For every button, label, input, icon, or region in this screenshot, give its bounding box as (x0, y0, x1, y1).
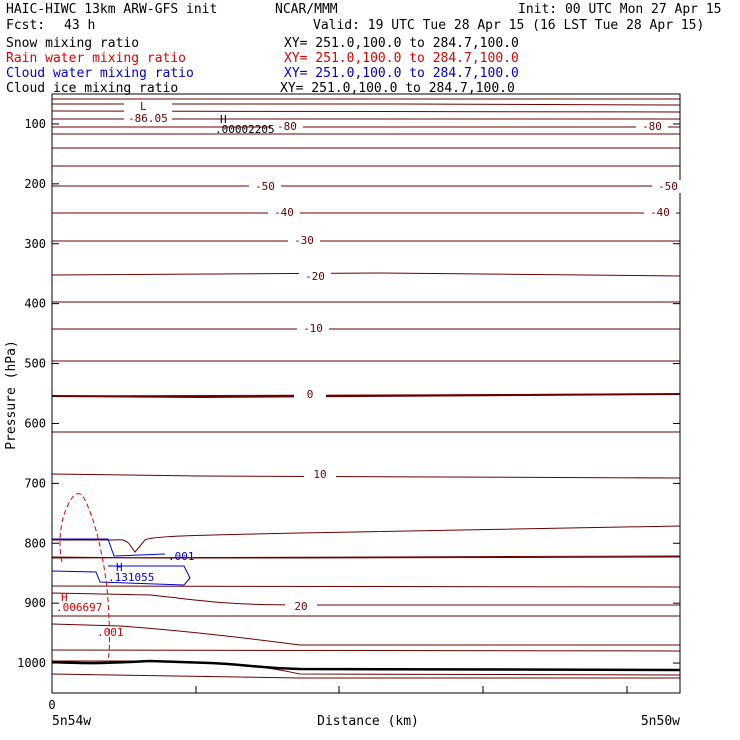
extremum-value: -86.05 (128, 112, 168, 125)
field-name-cloud-ice: Cloud ice mixing ratio (6, 81, 179, 96)
x-tick-label-0: 0 (48, 698, 56, 712)
y-tick-label: 800 (24, 536, 46, 551)
field-xy-cloud-ice: XY= 251.0,100.0 to 284.7,100.0 (280, 81, 515, 96)
temperature-contour-label: -80 (277, 120, 297, 133)
temperature-contour (52, 624, 680, 645)
plot-frame (52, 94, 680, 693)
cloud-water-contour (52, 539, 165, 556)
y-tick-label: 600 (24, 416, 46, 431)
x-axis-label: Distance (km) (317, 714, 419, 729)
temperature-contour-label: -50 (255, 180, 275, 193)
x-end-label-right: 5n50w (640, 714, 680, 729)
temperature-contour-label: 0 (306, 388, 314, 401)
extremum-value: .00002205 (215, 123, 275, 136)
low-symbol: L (140, 100, 147, 113)
y-tick-label: 400 (24, 296, 46, 311)
extremum-value: .131055 (108, 571, 155, 584)
valid-time: Valid: 19 UTC Tue 28 Apr 15 (16 LST Tue 28 Apr 15) (313, 18, 705, 33)
y-tick-label: 500 (24, 356, 46, 371)
field-name-cloud-water: Cloud water mixing ratio (6, 66, 194, 81)
temperature-contour-label: -40 (274, 206, 294, 219)
field-name-rain: Rain water mixing ratio (6, 51, 187, 66)
temperature-contour-label: -30 (294, 234, 314, 247)
temperature-contour (52, 273, 680, 276)
high-symbol: H (220, 113, 227, 126)
y-axis-label: Pressure (hPa) (4, 340, 19, 450)
fcst-value: 43 h (64, 18, 96, 33)
extremum-value: .006697 (56, 601, 103, 614)
temperature-contour-label: -40 (650, 206, 670, 219)
init-time: Init: 00 UTC Mon 27 Apr 15 (518, 2, 722, 17)
field-xy-cloud-water: XY= 251.0,100.0 to 284.7,100.0 (284, 66, 519, 81)
y-tick-label: 200 (24, 176, 46, 191)
y-tick-label: 900 (24, 596, 46, 611)
temperature-contour-label: -20 (305, 270, 325, 283)
high-symbol: H (116, 561, 123, 574)
temperature-contour (52, 474, 680, 478)
temperature-contour-label: 10 (313, 468, 327, 481)
temperature-contour-label: 20 (294, 600, 308, 613)
temperature-contour-label: -10 (303, 322, 323, 335)
temperature-contour (52, 650, 680, 651)
y-tick-label: 1000 (17, 656, 46, 671)
ground-line (52, 661, 680, 670)
mixing-ratio-contour-label: .001 (97, 626, 124, 639)
field-xy-rain: XY= 251.0,100.0 to 284.7,100.0 (284, 51, 519, 66)
temperature-contour (52, 593, 680, 605)
y-tick-label: 700 (24, 476, 46, 491)
temperature-contour (52, 526, 680, 552)
mixing-ratio-contour-label: .001 (168, 550, 195, 563)
temperature-contour-label: -50 (658, 180, 678, 193)
x-end-label-left: 5n54w (52, 714, 92, 729)
field-name-snow: Snow mixing ratio (6, 36, 140, 51)
y-tick-label: 300 (24, 236, 46, 251)
y-tick-label: 100 (24, 116, 46, 131)
temperature-contour-label: -80 (642, 120, 662, 133)
temperature-contour (52, 586, 680, 587)
high-symbol: H (61, 591, 68, 604)
field-xy-snow: XY= 251.0,100.0 to 284.7,100.0 (284, 36, 519, 51)
fcst-label: Fcst: (6, 18, 46, 33)
model-title: HAIC-HIWC 13km ARW-GFS init (6, 2, 218, 17)
org-label: NCAR/MMM (275, 2, 338, 17)
